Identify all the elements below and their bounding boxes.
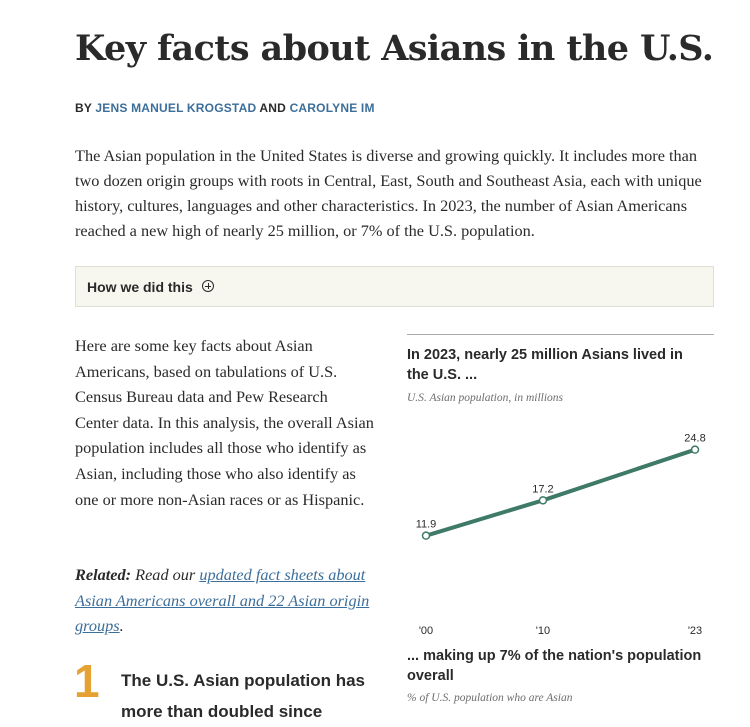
x-tick-label: '23 (687, 625, 703, 637)
x-tick-label: '10 (535, 625, 551, 637)
related-text: Read our (131, 565, 200, 584)
methodology-toggle[interactable] (75, 266, 714, 307)
chart-subtitle: U.S. Asian population, in millions (407, 392, 564, 404)
byline (75, 101, 375, 115)
related-end: . (119, 616, 124, 636)
plus-circle-icon[interactable] (202, 280, 214, 292)
methodology-label[interactable]: How we did this (87, 279, 193, 295)
article-title: Key facts about Asians in the U.S. (75, 28, 714, 69)
related-label: Related: (75, 565, 132, 584)
fact-heading: The U.S. Asian population has more than doubled since (121, 671, 366, 721)
series-line (426, 450, 695, 536)
chart-subtitle-2: % of U.S. population who are Asian (407, 692, 573, 704)
data-label: 17.2 (532, 483, 554, 496)
data-label: 24.8 (684, 432, 706, 445)
population-line-chart (400, 415, 730, 645)
author-link-1[interactable]: JENS MANUEL KROGSTAD (95, 101, 257, 115)
chart-title-2: ... making up 7% of the nation's population overall (407, 648, 702, 684)
body-paragraph: Here are some key facts about Asian Americans, based on tabulations of U.S. Census Bureau data and Pew Research Center data. In this analysis, the overall Asian population includes all those who identify as Asian, including those who also identify as one or more non-Asian races or as Hispanic. (75, 336, 374, 509)
data-point (423, 532, 430, 539)
fact-number: 1 (74, 655, 100, 707)
byline-prefix: BY (75, 101, 92, 115)
byline-and: AND (259, 101, 287, 115)
chart-divider (407, 334, 714, 335)
body-column (75, 333, 375, 512)
data-label: 11.9 (415, 518, 437, 531)
data-point (692, 446, 699, 453)
related-paragraph (75, 562, 375, 639)
data-point (539, 497, 546, 504)
author-link-2[interactable]: CAROLYNE IM (289, 101, 375, 115)
intro-paragraph: The Asian population in the United States is diverse and growing quickly. It includes more than two dozen origin groups with roots in Central, East, South and Southeast Asia, each with unique history, cultures, languages and other characteristics. In 2023, the number of Asian Americans reached a new high of nearly 25 million, or 7% of the U.S. population. (75, 146, 702, 240)
x-tick-label: '00 (418, 625, 434, 637)
chart-title: In 2023, nearly 25 million Asians lived in the U.S. ... (407, 347, 683, 383)
fact-sheets-link[interactable]: updated fact sheets about Asian Americans overall and 22 Asian origin groups (75, 565, 370, 636)
